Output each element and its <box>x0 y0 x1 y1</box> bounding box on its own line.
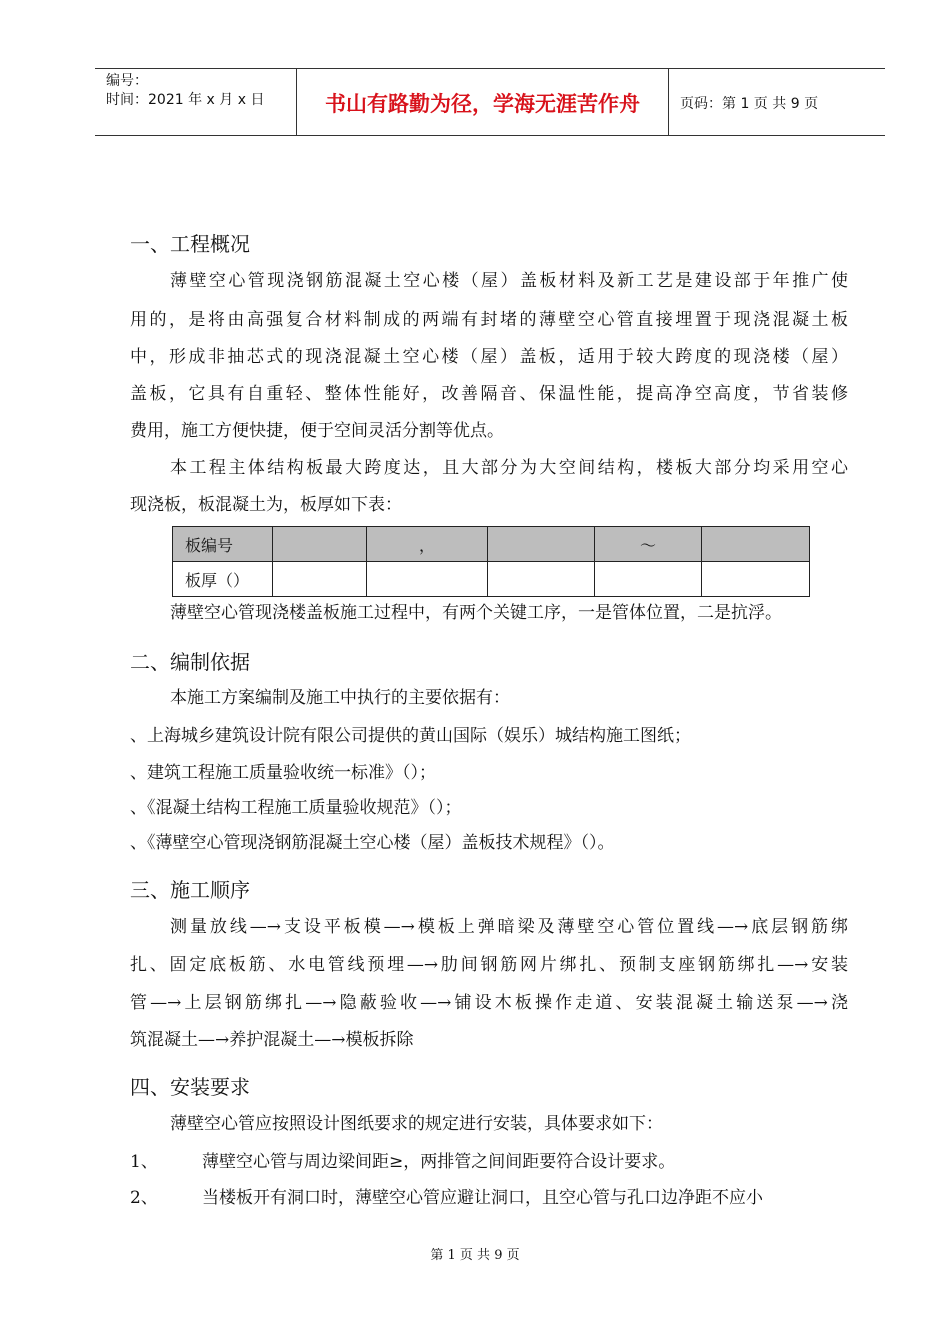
s1-para2-line: 本工程主体结构板最大跨度达，且大部分为大空间结构，楼板大部分均采用空心 <box>170 458 848 478</box>
table-cell <box>702 562 810 597</box>
header-bottom-rule <box>95 135 885 136</box>
s3-para-line: 扎、固定底板筋、水电管线预埋—→肋间钢筋网片绑扎、预制支座钢筋绑扎—→安装 <box>130 955 848 975</box>
s2-list-item: 、《混凝土结构工程施工质量验收规范》（）； <box>130 798 462 818</box>
s2-list-item: 、《薄壁空心管现浇钢筋混凝土空心楼（屋）盖板技术规程》（）。 <box>130 833 615 853</box>
table-cell <box>273 562 367 597</box>
s1-para1-line: 盖板，它具有自重轻、整体性能好，改善隔音、保温性能，提高净空高度，节省装修 <box>130 384 848 404</box>
s1-para1-line: 中，形成非抽芯式的现浇混凝土空心楼（屋）盖板，适用于较大跨度的现浇楼（屋） <box>130 347 848 367</box>
s1-para1-line: 用的，是将由高强复合材料制成的两端有封堵的薄壁空心管直接埋置于现浇混凝土板 <box>130 310 848 330</box>
s4-item-text: 薄壁空心管与周边梁间距≥，两排管之间间距要符合设计要求。 <box>202 1152 676 1172</box>
s4-item-number: 1、 <box>130 1152 158 1172</box>
table-cell: 板编号 <box>173 527 273 562</box>
header-top-rule <box>95 68 885 69</box>
table-cell <box>595 562 702 597</box>
s4-item-text: 当楼板开有洞口时，薄壁空心管应避让洞口，且空心管与孔口边净距不应小 <box>202 1188 763 1208</box>
table-cell: 板厚（） <box>173 562 273 597</box>
table-cell <box>367 562 488 597</box>
s2-intro: 本施工方案编制及施工中执行的主要依据有： <box>170 688 510 708</box>
s4-item-number: 2、 <box>130 1188 158 1208</box>
table-cell <box>488 562 595 597</box>
time-label: 时间：2021 年 x 月 x 日 <box>106 92 265 108</box>
s2-list-item: 、建筑工程施工质量验收统一标准》（）； <box>130 763 436 783</box>
table-cell: ～ <box>595 527 702 562</box>
page-footer: 第 1 页 共 9 页 <box>430 1248 520 1263</box>
page-label: 页码：第 1 页 共 9 页 <box>680 96 819 112</box>
s1-para3: 薄壁空心管现浇楼盖板施工过程中，有两个关键工序，一是管体位置，二是抗浮。 <box>170 603 782 623</box>
section-3-title: 三、施工顺序 <box>130 878 250 902</box>
table-row <box>173 527 810 562</box>
table-cell <box>488 527 595 562</box>
header-divider-right <box>668 68 669 136</box>
table-cell: ， <box>367 527 488 562</box>
section-1-title: 一、工程概况 <box>130 232 250 256</box>
s3-para-line: 筑混凝土—→养护混凝土—→模板拆除 <box>130 1030 414 1050</box>
section-4-title: 四、安装要求 <box>130 1075 250 1099</box>
slab-thickness-table <box>172 526 810 597</box>
s1-para1-line: 薄壁空心管现浇钢筋混凝土空心楼（屋）盖板材料及新工艺是建设部于年推广使 <box>170 271 848 291</box>
s3-para-line: 测量放线—→支设平板模—→模板上弹暗梁及薄壁空心管位置线—→底层钢筋绑 <box>170 917 848 937</box>
s2-list-item: 、上海城乡建筑设计院有限公司提供的黄山国际（娱乐）城结构施工图纸； <box>130 726 691 746</box>
table-cell <box>702 527 810 562</box>
serial-label: 编号： <box>106 73 148 89</box>
table-cell <box>273 527 367 562</box>
s1-para2-line: 现浇板，板混凝土为，板厚如下表： <box>130 495 402 515</box>
s3-para-line: 管—→上层钢筋绑扎—→隐蔽验收—→铺设木板操作走道、安装混凝土输送泵—→浇 <box>130 993 848 1013</box>
table-row <box>173 562 810 597</box>
section-2-title: 二、编制依据 <box>130 650 250 674</box>
header-motto: 书山有路勤为径，学海无涯苦作舟 <box>325 92 640 116</box>
s4-intro: 薄壁空心管应按照设计图纸要求的规定进行安装，具体要求如下： <box>170 1114 663 1134</box>
s1-para1-line: 费用，施工方便快捷，便于空间灵活分割等优点。 <box>130 421 504 441</box>
